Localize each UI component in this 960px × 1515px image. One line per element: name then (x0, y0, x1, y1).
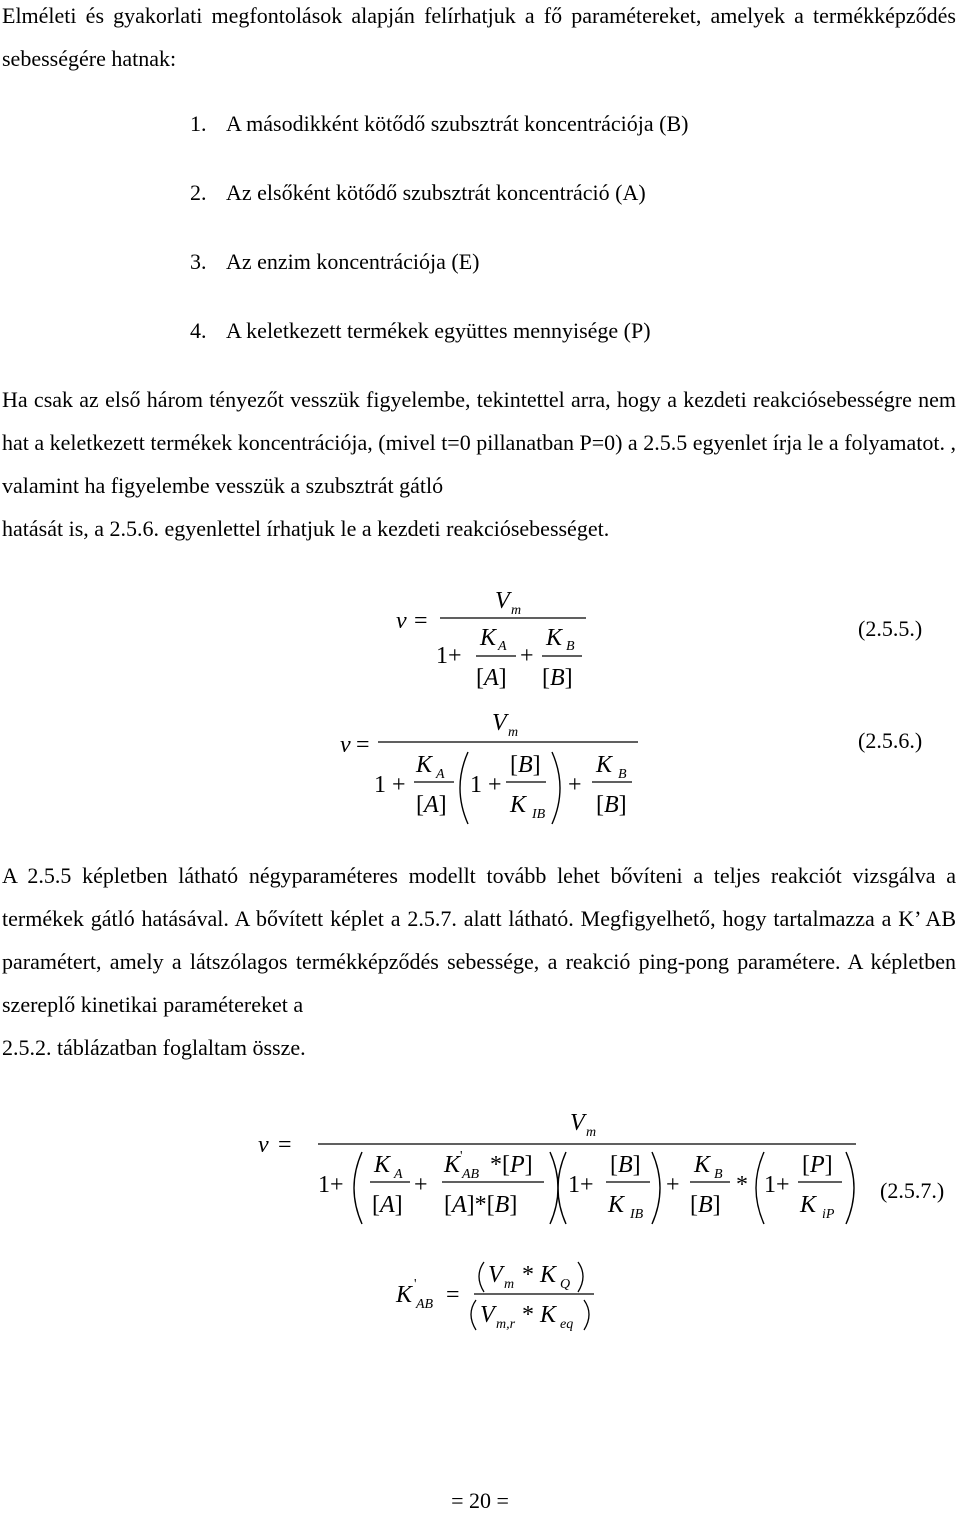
svg-text:K: K (510, 792, 527, 818)
svg-text:[A]: [A] (372, 1192, 403, 1218)
svg-text:m: m (508, 725, 519, 740)
equation-number-2-5-6: (2.5.6.) (858, 728, 923, 753)
svg-text:[B]: [B] (610, 1152, 641, 1178)
svg-text:': ' (414, 1277, 417, 1292)
svg-text:K: K (374, 1152, 391, 1178)
svg-text:+: + (666, 1172, 680, 1198)
intro-paragraph: Elméleti és gyakorlati megfontolások alapján felírhatjuk a fő paramétereket, amelyek a termékképződés sebességére hatnak: (2, 3, 956, 71)
svg-text:1+: 1+ (436, 643, 462, 669)
equation-kab-definition (395, 1262, 594, 1332)
svg-text:*: * (522, 1262, 534, 1288)
svg-text:': ' (460, 1149, 463, 1164)
svg-text:K: K (444, 1152, 461, 1178)
equation-number-2-5-5: (2.5.5.) (858, 616, 923, 641)
svg-text:K: K (800, 1192, 817, 1218)
svg-text:K: K (596, 752, 613, 778)
equation-number-2-5-7: (2.5.7.) (880, 1178, 945, 1203)
svg-text:A: A (498, 639, 507, 654)
svg-text:K: K (546, 625, 563, 651)
svg-text:V: V (488, 1262, 503, 1288)
svg-text:eq: eq (560, 1317, 574, 1332)
svg-text:*: * (736, 1172, 748, 1198)
svg-text:AB: AB (462, 1167, 480, 1182)
svg-text:A: A (436, 767, 445, 782)
list-item-1: 1. A másodikként kötődő szubsztrát koncentrációja (B) (190, 111, 689, 136)
svg-text:K: K (540, 1262, 557, 1288)
equation-2-5-7 (258, 1110, 856, 1224)
svg-text:[B]: [B] (542, 665, 573, 691)
svg-text:[B]: [B] (596, 792, 627, 818)
svg-text:1+: 1+ (318, 1172, 344, 1198)
svg-text:K: K (396, 1282, 413, 1308)
svg-text:m: m (504, 1277, 515, 1292)
svg-text:+: + (568, 772, 582, 798)
svg-text:*[P]: *[P] (490, 1152, 533, 1178)
svg-text:[P]: [P] (802, 1152, 833, 1178)
svg-text:K: K (480, 625, 497, 651)
svg-text:+: + (520, 643, 534, 669)
svg-text:iP: iP (822, 1207, 835, 1222)
list-item-3: 3. Az enzim koncentrációja (E) (190, 249, 480, 274)
svg-text:B: B (618, 767, 627, 782)
list-item-2: 2. Az elsőként kötődő szubsztrát koncentráció (A) (190, 180, 646, 205)
svg-text:K: K (694, 1152, 711, 1178)
list-item-4: 4. A keletkezett termékek együttes mennyisége (P) (190, 318, 651, 343)
svg-text:AB: AB (416, 1297, 434, 1312)
equation-2-5-5 (396, 588, 586, 691)
svg-text:[A]: [A] (416, 792, 447, 818)
svg-text:[B]: [B] (690, 1192, 721, 1218)
svg-text:1 +: 1 + (470, 772, 502, 798)
svg-text:*: * (522, 1302, 534, 1328)
page-number: = 20 = (451, 1488, 509, 1513)
svg-text:1 +: 1 + (374, 772, 406, 798)
svg-text:Q: Q (560, 1277, 571, 1292)
paragraph-2: Ha csak az első három tényezőt vesszük figyelembe, tekintettel arra, hogy a kezdeti reakciósebességre nem hat a keletkezett termékek koncentrációja, (mivel t=0 pillanatban P=0) a 2.5.5 egyenlet írja le a folyamatot. , valamint ha figyelembe vesszük a szubsztrát gátló hatását is, a 2.5.6. egyenlettel írhatjuk le a kezdeti reakciósebességet. (2, 387, 956, 541)
svg-text:=: = (414, 608, 428, 634)
svg-text:A: A (394, 1167, 403, 1182)
svg-text:V: V (495, 588, 510, 614)
svg-text:V: V (480, 1302, 495, 1328)
svg-text:IB: IB (630, 1207, 644, 1222)
svg-text:v: v (258, 1132, 269, 1158)
svg-text:+: + (414, 1172, 428, 1198)
svg-text:[A]*[B]: [A]*[B] (444, 1192, 518, 1218)
svg-text:IB: IB (532, 807, 546, 822)
svg-text:m,r: m,r (496, 1317, 516, 1332)
svg-text:=: = (446, 1282, 460, 1308)
equation-2-5-6 (340, 710, 638, 824)
svg-text:[A]: [A] (476, 665, 507, 691)
svg-text:K: K (416, 752, 433, 778)
svg-text:B: B (714, 1167, 723, 1182)
svg-text:V: V (492, 710, 507, 736)
svg-text:1+: 1+ (568, 1172, 594, 1198)
svg-text:K: K (540, 1302, 557, 1328)
svg-text:=: = (278, 1132, 292, 1158)
svg-text:v: v (396, 608, 407, 634)
svg-text:V: V (570, 1110, 585, 1136)
svg-text:m: m (586, 1125, 597, 1140)
svg-text:1+: 1+ (764, 1172, 790, 1198)
svg-text:=: = (356, 732, 370, 758)
svg-text:B: B (566, 639, 575, 654)
svg-text:K: K (608, 1192, 625, 1218)
svg-text:[B]: [B] (510, 752, 541, 778)
svg-text:m: m (511, 603, 522, 618)
paragraph-3: A 2.5.5 képletben látható négyparaméteres modellt tovább lehet bővíteni a teljes reakciót vizsgálva a termékek gátló hatásával. A bővített képlet a 2.5.7. alatt látható. Megfigyelhető, hogy tartalmazza a K’ AB paramétert, amely a látszólagos termékképződés sebessége, a reakció ping-pong paramétere. A képletben szereplő kinetikai paramétereket a 2.5.2. táblázatban foglaltam össze. (2, 863, 956, 1060)
svg-text:v: v (340, 732, 351, 758)
